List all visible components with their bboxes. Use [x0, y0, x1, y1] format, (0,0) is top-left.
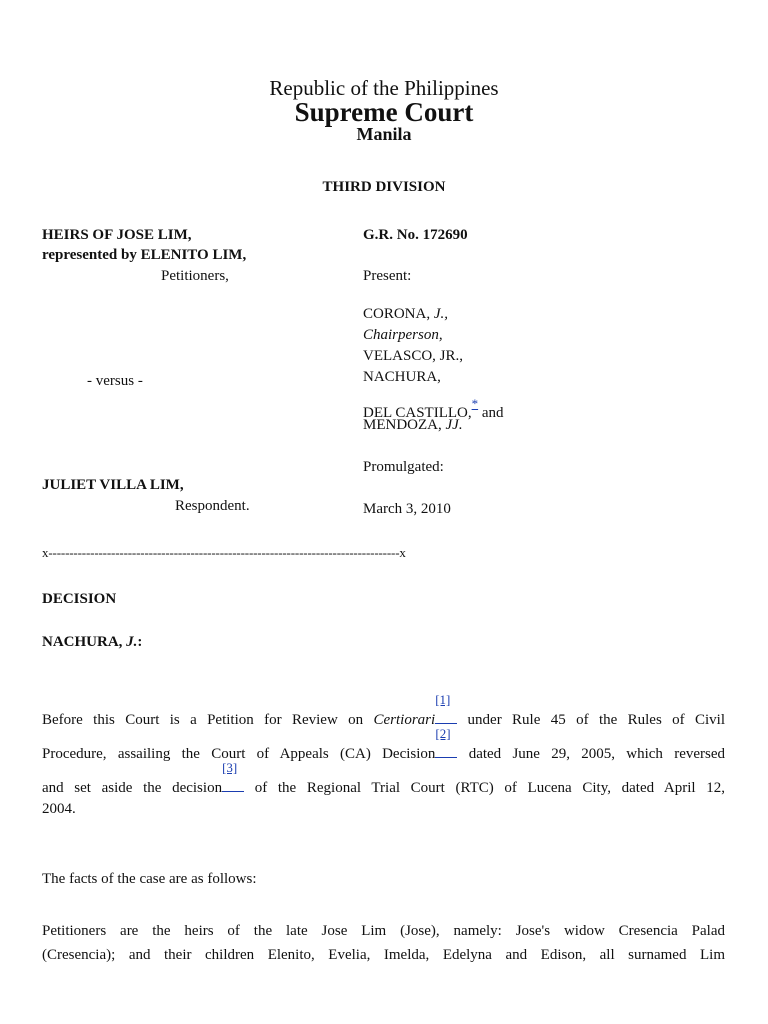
- justice-mendoza-title: JJ.: [445, 417, 463, 433]
- footnote-3-link[interactable]: [3]: [222, 760, 238, 775]
- justice-velasco: VELASCO, JR.,: [363, 348, 464, 364]
- paragraph-intro-line-3: [42, 760, 725, 805]
- paragraph-intro-line-1: [42, 692, 726, 737]
- paragraph-facts-intro: The facts of the case are as follows:: [42, 871, 257, 887]
- justice-corona-title: J.,: [433, 306, 449, 322]
- paragraph-intro-line-2: [42, 726, 726, 771]
- certiorari-term: Certiorari: [373, 712, 436, 728]
- ponente-name: NACHURA,: [42, 634, 123, 650]
- text-span: Before this Court is a Petition for Review on: [42, 712, 364, 728]
- footnote-2-link[interactable]: [2]: [435, 726, 451, 741]
- text-span: dated June 29, 2005, which reversed: [468, 746, 726, 762]
- division-heading: THIRD DIVISION: [322, 179, 446, 195]
- footnote-1-link[interactable]: [1]: [435, 692, 451, 707]
- paragraph-intro-line-4: 2004.: [42, 801, 76, 817]
- chairperson-label: Chairperson,: [363, 327, 443, 343]
- justice-mendoza-name: MENDOZA,: [363, 417, 442, 433]
- paragraph-petitioners: [42, 919, 725, 967]
- ponente-title: J.: [126, 634, 138, 650]
- justice-nachura: NACHURA,: [363, 369, 441, 385]
- justice-corona: [363, 306, 448, 323]
- petitioner-name: HEIRS OF JOSE LIM,: [42, 227, 192, 243]
- promulgated-label: Promulgated:: [363, 459, 444, 475]
- text-span: and set aside the decision: [42, 780, 223, 796]
- text-span: under Rule 45 of the Rules of Civil: [467, 712, 726, 728]
- paragraph-petitioners-line-2: (Cresencia); and their children Elenito, Evelia, Imelda, Edelyna and Edison, all surnamed Lim: [42, 947, 725, 963]
- court-heading: Supreme Court: [294, 97, 474, 127]
- footnote-2-wrap: [435, 726, 457, 771]
- justice-del-castillo-name: DEL CASTILLO,: [363, 405, 472, 421]
- ponente-colon: :: [137, 634, 143, 650]
- gr-number: G.R. No. 172690: [363, 227, 468, 243]
- petitioner-role: Petitioners,: [161, 268, 229, 284]
- present-label: Present:: [363, 268, 412, 284]
- caption-separator: x------------------------------------------------------------------------------------x: [42, 545, 406, 560]
- republic-heading: Republic of the Philippines: [269, 76, 499, 100]
- ponente: [42, 634, 142, 651]
- respondent-name: JULIET VILLA LIM,: [42, 477, 184, 493]
- petitioner-representative: represented by ELENITO LIM,: [42, 247, 247, 263]
- and-label: and: [481, 405, 504, 421]
- justice-mendoza: [363, 417, 463, 434]
- versus-label: - versus -: [87, 373, 143, 389]
- promulgated-date: March 3, 2010: [363, 501, 451, 517]
- paragraph-petitioners-line-1: Petitioners are the heirs of the late Jose Lim (Jose), namely: Jose's widow Cresencia Palad: [42, 923, 725, 939]
- footnote-star-link[interactable]: *: [471, 396, 479, 411]
- footnote-3-wrap: [222, 760, 244, 805]
- city-heading: Manila: [356, 124, 412, 144]
- text-span: Procedure, assailing the Court of Appeals (CA) Decision: [42, 746, 436, 762]
- decision-title: DECISION: [42, 591, 117, 607]
- text-span: of the Regional Trial Court (RTC) of Lucena City, dated April 12,: [254, 780, 725, 796]
- paragraph-intro: [42, 692, 726, 819]
- justice-corona-name: CORONA,: [363, 306, 431, 322]
- respondent-role: Respondent.: [175, 498, 250, 514]
